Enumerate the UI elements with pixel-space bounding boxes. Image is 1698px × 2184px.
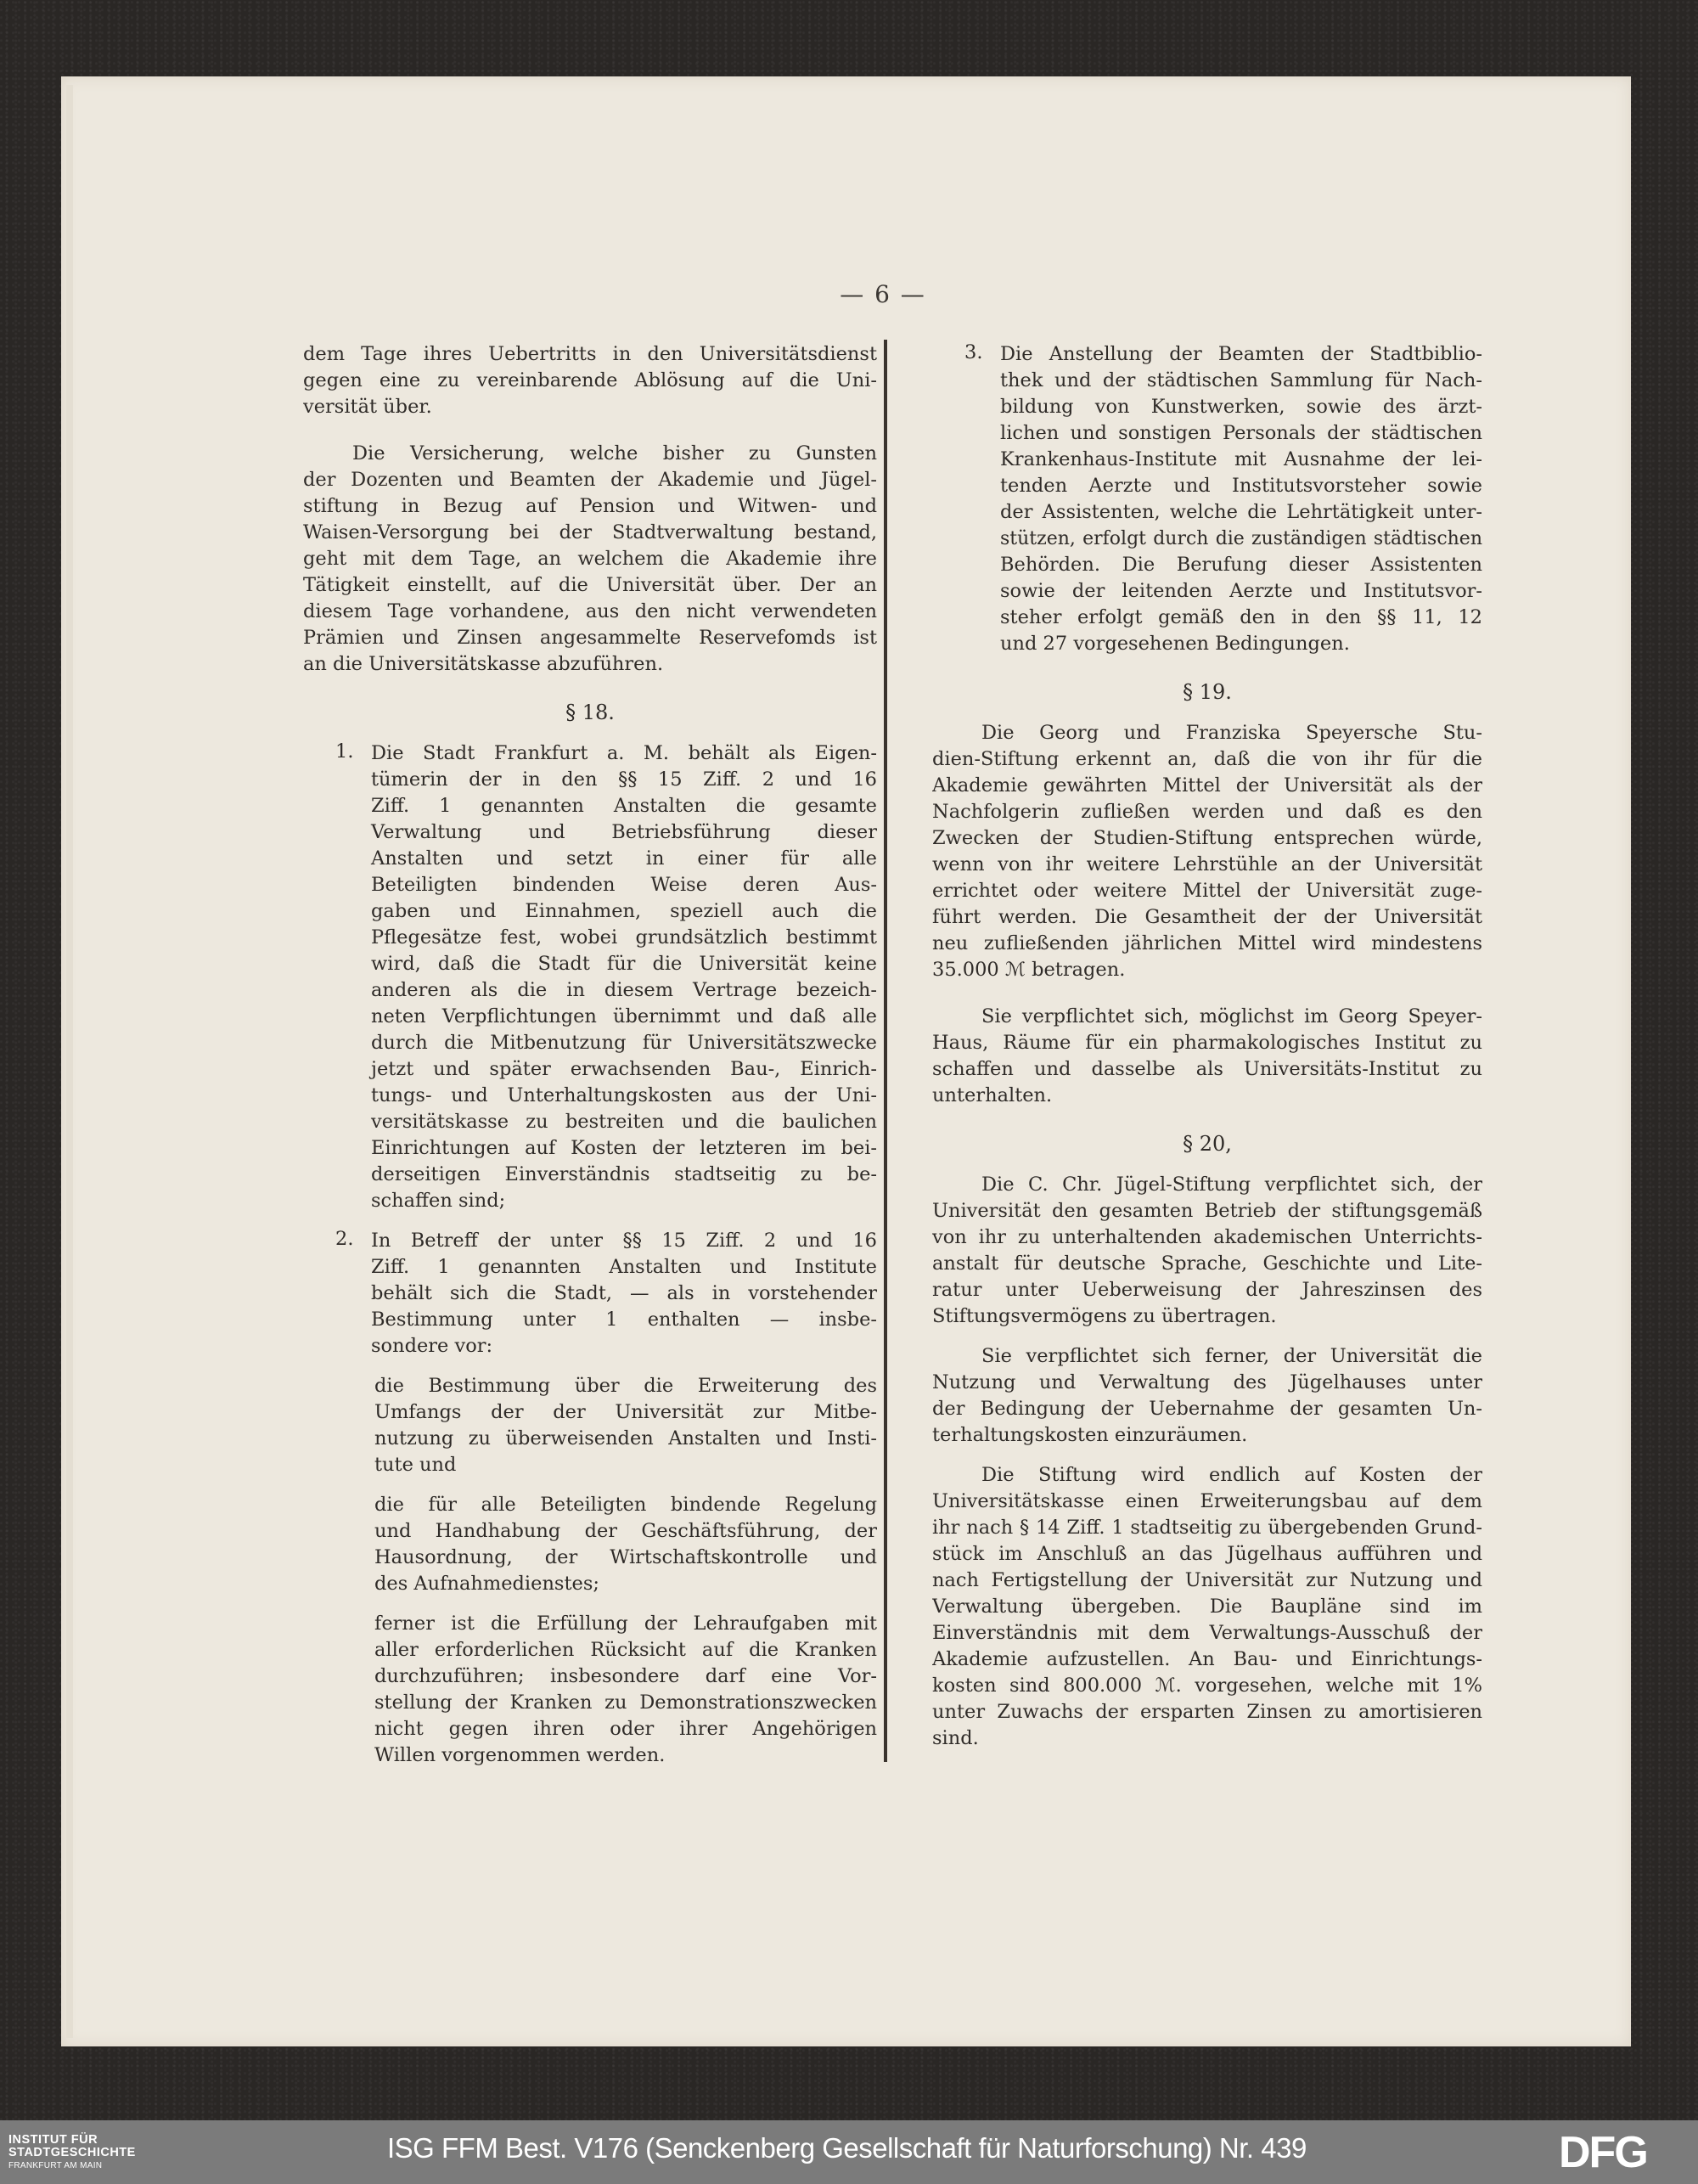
right-column <box>932 341 1482 1752</box>
dfg-logo: DFG <box>1559 2128 1647 2177</box>
text-line: führt werden. Die Gesamtheit der der Universität <box>932 906 1482 928</box>
text-line: dem Tage ihres Uebertritts in den Universitätsdienst <box>303 343 877 365</box>
text-line: Die Stadt Frankfurt a. M. behält als Eigen- <box>371 742 877 764</box>
text-line: versitätskasse zu bestreiten und die baulichen <box>371 1111 877 1133</box>
text-line: Die Anstellung der Beamten der Stadtbiblio- <box>1000 343 1482 365</box>
text-line: Die C. Chr. Jügel-Stiftung verpflichtet sich, der <box>981 1174 1482 1196</box>
text-line: nicht gegen ihren oder ihrer Angehörigen <box>374 1718 877 1740</box>
text-line: Die Versicherung, welche bisher zu Gunsten <box>352 442 877 464</box>
text-line: Nutzung und Verwaltung des Jügelhauses unter <box>932 1371 1482 1393</box>
text-line: In Betreff der unter §§ 15 Ziff. 2 und 16 <box>371 1230 877 1252</box>
text-line: nutzung zu überweisenden Anstalten und Insti- <box>374 1427 877 1449</box>
text-line: bildung von Kunstwerken, sowie des ärzt- <box>1000 396 1482 418</box>
text-line: jetzt und später erwachsenden Bau-, Einrich- <box>371 1058 877 1080</box>
text-line: Ziff. 1 genannten Anstalten die gesamte <box>371 795 877 817</box>
text-line: der Assistenten, welche die Lehrtätigkeit unter- <box>1000 501 1482 523</box>
text-line: Universität den gesamten Betrieb der stiftungsgemäß <box>932 1200 1482 1222</box>
archive-footer-bar <box>0 2120 1698 2184</box>
text-line: Umfangs der der Universität zur Mitbe- <box>374 1401 877 1423</box>
text-line: Einverständnis mit dem Verwaltungs-Ausschuß der <box>932 1622 1482 1644</box>
text-line: Einrichtungen auf Kosten der letzteren im bei- <box>371 1137 877 1159</box>
item-2-sub-a <box>303 1373 877 1478</box>
section-18-item-3 <box>932 341 1482 657</box>
text-line: tungs- und Unterhaltungskosten aus der Uni- <box>371 1084 877 1106</box>
text-line: stück im Anschluß an das Jügelhaus aufführen und <box>932 1543 1482 1565</box>
text-line: Waisen-Versorgung bei der Stadtverwaltung bestand, <box>303 521 877 543</box>
text-line: die Bestimmung über die Erweiterung des <box>374 1375 877 1397</box>
text-line: ratur unter Ueberweisung der Jahreszinsen des <box>932 1279 1482 1301</box>
insurance-paragraph <box>303 441 877 678</box>
text-line: Verwaltung und Betriebsführung dieser <box>371 821 877 843</box>
section-20-paragraph-3 <box>932 1462 1482 1752</box>
section-20-paragraph-1 <box>932 1172 1482 1330</box>
text-line: schaffen sind; <box>371 1190 506 1212</box>
text-line: wird, daß die Stadt für die Universität keine <box>371 953 877 975</box>
item-2-text <box>303 1228 877 1359</box>
text-line: Stiftungsvermögens zu übertragen. <box>932 1305 1277 1327</box>
text-line: und Handhabung der Geschäftsführung, der <box>374 1520 877 1542</box>
text-line: und 27 vorgesehenen Bedingungen. <box>1000 633 1350 655</box>
text-line: errichtet oder weitere Mittel der Universität zuge- <box>932 880 1482 902</box>
item-2-sub-b <box>303 1492 877 1597</box>
text-line: durchzuführen; insbesondere darf eine Vor- <box>374 1665 877 1687</box>
left-column <box>303 341 877 1769</box>
text-line: thek und der städtischen Sammlung für Nach- <box>1000 369 1482 391</box>
text-line: Hausordnung, der Wirtschaftskontrolle und <box>374 1546 877 1568</box>
text-line: steher erfolgt gemäß den in den §§ 11, 12 <box>1000 606 1482 628</box>
section-20-paragraph-2 <box>932 1343 1482 1449</box>
item-3-text <box>932 341 1482 657</box>
text-line: anstalt für deutsche Sprache, Geschichte und Lite- <box>932 1252 1482 1275</box>
text-line: diesem Tage vorhandene, aus den nicht verwendeten <box>303 600 877 622</box>
text-line: stützen, erfolgt durch die zuständigen städtischen <box>1000 528 1482 549</box>
text-line: Zwecken der Studien-Stiftung entsprechen würde, <box>932 827 1482 849</box>
text-line: gegen eine zu vereinbarende Ablösung auf die Uni- <box>303 369 877 391</box>
text-line: anderen als die in diesem Vertrage bezeich- <box>371 979 877 1001</box>
archive-reference: ISG FFM Best. V176 (Senckenberg Gesellschaft für Naturforschung) Nr. 439 <box>387 2132 1307 2164</box>
text-line: Akademie gewährten Mittel der Universität als der <box>932 774 1482 796</box>
text-line: Sie verpflichtet sich ferner, der Universität die <box>981 1345 1482 1367</box>
section-18-item-2 <box>303 1228 877 1359</box>
text-line: behält sich die Stadt, — als in vorstehender <box>371 1282 877 1304</box>
text-line: neten Verpflichtungen übernimmt und daß alle <box>371 1005 877 1027</box>
text-line: Prämien und Zinsen angesammelte Reservefomds ist <box>303 627 877 649</box>
institution-name-line1: INSTITUT FÜR <box>8 2133 98 2147</box>
text-line: Bestimmung unter 1 enthalten — insbe- <box>371 1309 877 1331</box>
institution-location: FRANKFURT AM MAIN <box>8 2161 103 2170</box>
text-line: Sie verpflichtet sich, möglichst im Georg Speyer- <box>981 1005 1482 1027</box>
section-18-item-1 <box>303 740 877 1214</box>
item-number: 2. <box>335 1228 354 1250</box>
text-line: stiftung in Bezug auf Pension und Witwen- und <box>303 495 877 517</box>
text-line: Die Georg und Franziska Speyersche Stu- <box>981 722 1482 744</box>
text-line: terhaltungskosten einzuräumen. <box>932 1424 1248 1446</box>
item-number: 1. <box>335 740 354 763</box>
text-line: an die Universitätskasse abzuführen. <box>303 653 664 675</box>
text-line: Willen vorgenommen werden. <box>374 1744 666 1766</box>
text-line: derseitigen Einverständnis stadtseitig zu be- <box>371 1163 877 1185</box>
institution-logo <box>8 2134 136 2172</box>
column-divider <box>884 340 887 1762</box>
text-line: unter Zuwachs der ersparten Zinsen zu amortisieren <box>932 1701 1482 1723</box>
text-line: ferner ist die Erfüllung der Lehraufgaben mit <box>374 1613 877 1635</box>
item-1-text <box>303 740 877 1214</box>
text-line: des Aufnahmedienstes; <box>374 1573 599 1595</box>
page-edge <box>66 85 73 2038</box>
section-19-paragraph-2 <box>932 1004 1482 1109</box>
text-line: Ziff. 1 genannten Anstalten und Institute <box>371 1256 877 1278</box>
text-line: ihr nach § 14 Ziff. 1 stadtseitig zu übergebenden Grund- <box>932 1517 1482 1539</box>
text-line: sind. <box>932 1727 979 1749</box>
text-line: Beteiligten bindenden Weise deren Aus- <box>371 874 877 896</box>
text-line: aller erforderlichen Rücksicht auf die Kranken <box>374 1639 877 1661</box>
text-line: Verwaltung übergeben. Die Baupläne sind im <box>932 1596 1482 1618</box>
text-line: tute und <box>374 1454 457 1476</box>
text-line: Universitätskasse einen Erweiterungsbau auf dem <box>932 1490 1482 1512</box>
text-line: tümerin der in den §§ 15 Ziff. 2 und 16 <box>371 768 877 791</box>
text-line: neu zufließenden jährlichen Mittel wird mindestens <box>932 932 1482 954</box>
text-line: der Dozenten und Beamten der Akademie und Jügel- <box>303 469 877 491</box>
text-line: durch die Mitbenutzung für Universitätszwecke <box>371 1032 877 1054</box>
text-line: Pflegesätze fest, wobei grundsätzlich bestimmt <box>371 926 877 948</box>
text-line: lichen und sonstigen Personals der städtischen <box>1000 422 1482 444</box>
text-line: tenden Aerzte und Institutsvorsteher sowie <box>1000 475 1482 497</box>
text-line: sondere vor: <box>371 1335 493 1357</box>
text-line: stellung der Kranken zu Demonstrationszwecken <box>374 1691 877 1714</box>
text-line: versität über. <box>303 396 432 418</box>
section-20-heading: § 20, <box>1183 1132 1232 1156</box>
text-line: Nachfolgerin zufließen werden und daß es den <box>932 801 1482 823</box>
text-line: dien-Stiftung erkennt an, daß die von ihr für die <box>932 748 1482 770</box>
text-line: kosten sind 800.000 ℳ. vorgesehen, welche mit 1% <box>932 1675 1482 1697</box>
section-19-paragraph-1 <box>932 720 1482 983</box>
text-line: Haus, Räume für ein pharmakologisches Institut zu <box>932 1032 1482 1054</box>
text-line: Krankenhaus-Institute mit Ausnahme der lei- <box>1000 448 1482 470</box>
text-line: 35.000 ℳ betragen. <box>932 959 1126 981</box>
institution-name-line2: STADTGESCHICHTE <box>8 2146 136 2159</box>
text-line: der Bedingung der Uebernahme der gesamten Un- <box>932 1398 1482 1420</box>
item-number: 3. <box>964 341 983 363</box>
text-line: Tätigkeit einstellt, auf die Universität über. Der an <box>303 574 877 596</box>
page-number: — 6 — <box>840 280 926 308</box>
text-line: sowie der leitenden Aerzte und Institutsvor- <box>1000 580 1482 602</box>
text-line: nach Fertigstellung der Universität zur Nutzung und <box>932 1569 1482 1591</box>
intro-paragraph <box>303 341 877 420</box>
section-19-heading: § 19. <box>1183 680 1232 704</box>
text-line: Behörden. Die Berufung dieser Assistenten <box>1000 554 1482 576</box>
text-line: Akademie aufzustellen. An Bau- und Einrichtungs- <box>932 1648 1482 1670</box>
text-line: die für alle Beteiligten bindende Regelung <box>374 1494 877 1516</box>
text-line: unterhalten. <box>932 1084 1053 1106</box>
text-line: schaffen und dasselbe als Universitäts-Institut zu <box>932 1058 1482 1080</box>
text-line: wenn von ihr weitere Lehrstühle an der Universität <box>932 853 1482 875</box>
text-line: von ihr zu unterhaltenden akademischen Unterrichts- <box>932 1226 1482 1248</box>
section-18-heading: § 18. <box>565 701 615 724</box>
text-line: Die Stiftung wird endlich auf Kosten der <box>981 1464 1482 1486</box>
text-line: Anstalten und setzt in einer für alle <box>371 847 877 870</box>
text-line: gaben und Einnahmen, speziell auch die <box>371 900 877 922</box>
text-line: geht mit dem Tage, an welchem die Akademie ihre <box>303 548 877 570</box>
item-2-sub-c <box>303 1611 877 1769</box>
